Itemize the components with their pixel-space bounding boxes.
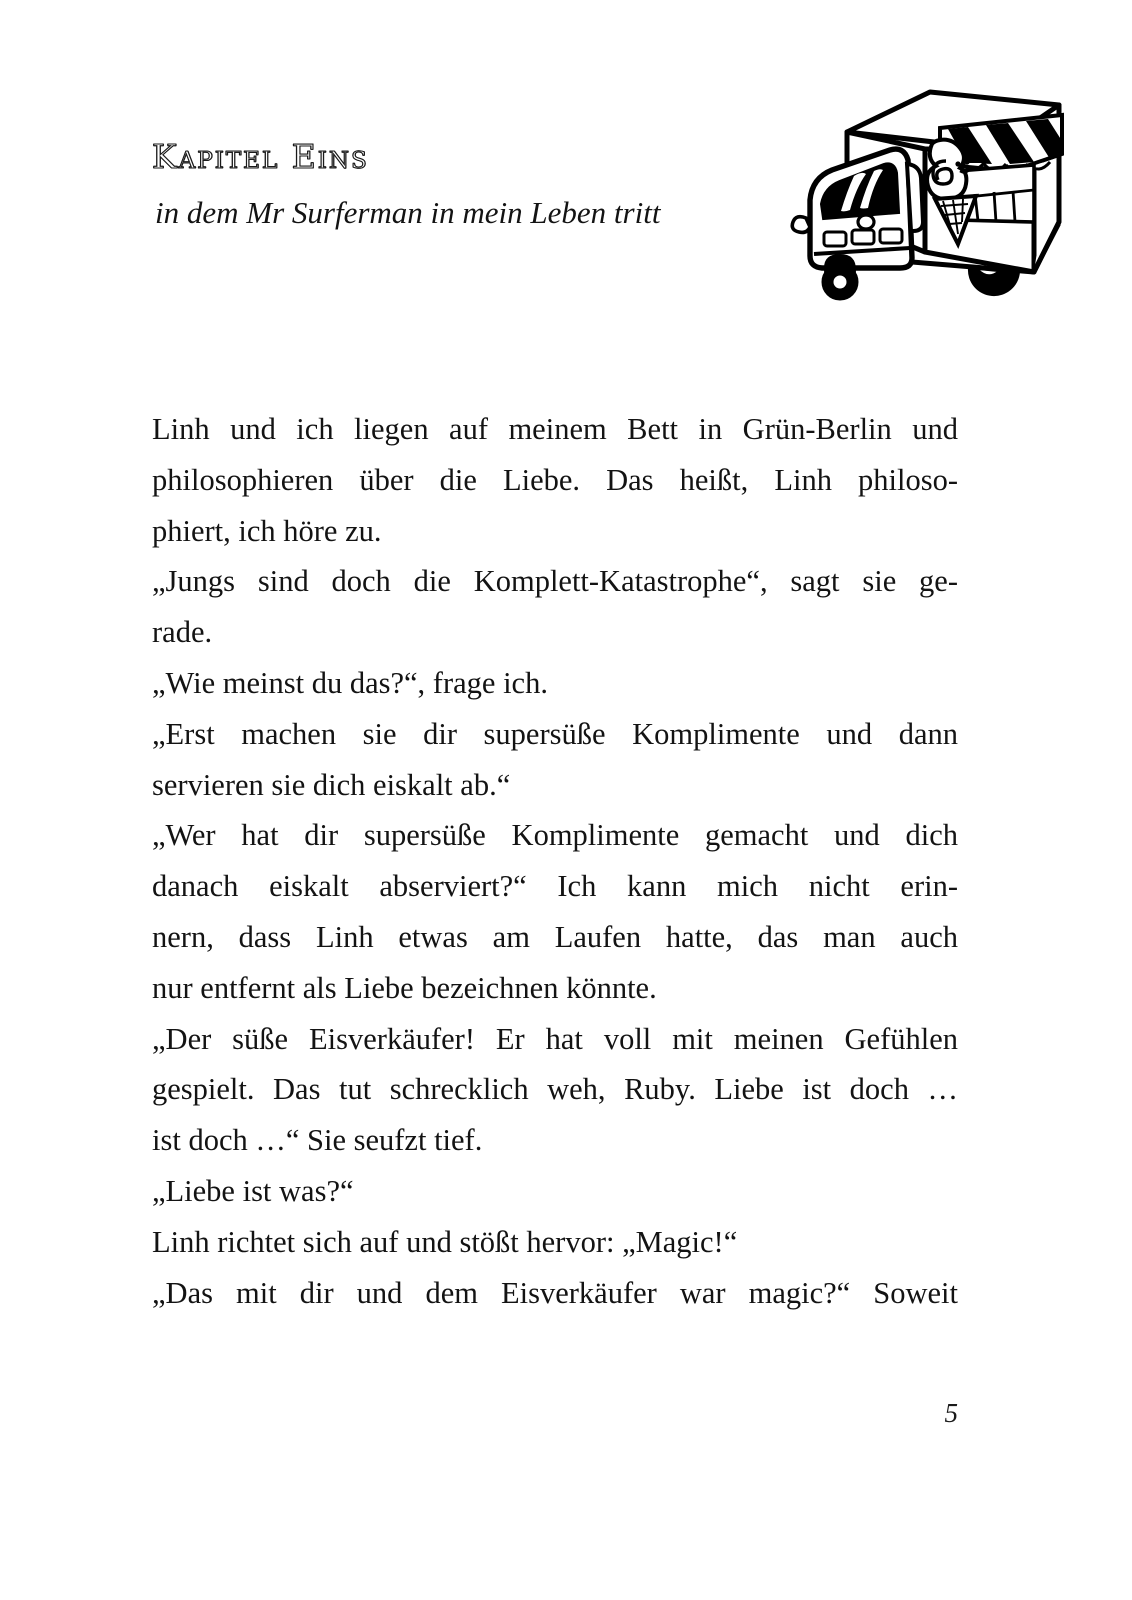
paragraph (152, 658, 958, 709)
text-line: danach eiskalt abserviert?“ Ich kann mich nicht erin- (152, 869, 958, 904)
text-line: gespielt. Das tut schrecklich weh, Ruby. Liebe ist doch … (152, 1072, 958, 1107)
text-line: nern, dass Linh etwas am Laufen hatte, das man auch (152, 919, 958, 954)
text-line: Linh und ich liegen auf meinem Bett in Grün-Berlin und (152, 412, 958, 446)
ice-cream-truck-icon (762, 72, 1068, 330)
text-line: servieren sie dich eiskalt ab.“ (152, 767, 511, 802)
text-line: „Das mit dir und dem Eisverkäufer war magic?“ Soweit (152, 1275, 958, 1310)
paragraph (152, 1166, 958, 1217)
paragraph (152, 810, 958, 1013)
chapter-heading-block (152, 137, 772, 230)
body-text (152, 404, 958, 1318)
text-line: „Der süße Eisverkäufer! Er hat voll mit meinen Gefühlen (152, 1021, 958, 1056)
text-line: ist doch …“ Sie seufzt tief. (152, 1123, 483, 1158)
chapter-title: Kapitel Eins (152, 137, 369, 176)
text-line: phiert, ich höre zu. (152, 513, 382, 548)
paragraph (152, 709, 958, 811)
text-line: nur entfernt als Liebe bezeichnen könnte. (152, 970, 657, 1005)
ice-cream-truck-illustration (762, 72, 1068, 330)
text-line: philosophieren über die Liebe. Das heißt, Linh philoso- (152, 462, 958, 497)
paragraph (152, 1014, 958, 1166)
paragraph (152, 1217, 958, 1268)
text-line: „Wer hat dir supersüße Komplimente gemacht und dich (152, 818, 958, 853)
text-line: rade. (152, 615, 213, 650)
text-line: „Wie meinst du das?“, frage ich. (152, 665, 548, 700)
text-line: „Liebe ist was?“ (152, 1173, 354, 1208)
text-line: „Erst machen sie dir supersüße Komplimente und dann (152, 716, 958, 751)
paragraph (152, 556, 958, 658)
chapter-subtitle: in dem Mr Surferman in mein Leben tritt (155, 195, 661, 230)
text-line: „Jungs sind doch die Komplett-Katastrophe“, sagt sie ge- (152, 564, 958, 599)
paragraph (152, 404, 958, 556)
page-number: 5 (944, 1398, 958, 1428)
text-line: Linh richtet sich auf und stößt hervor: „Magic!“ (152, 1224, 738, 1259)
paragraph (152, 1268, 958, 1319)
